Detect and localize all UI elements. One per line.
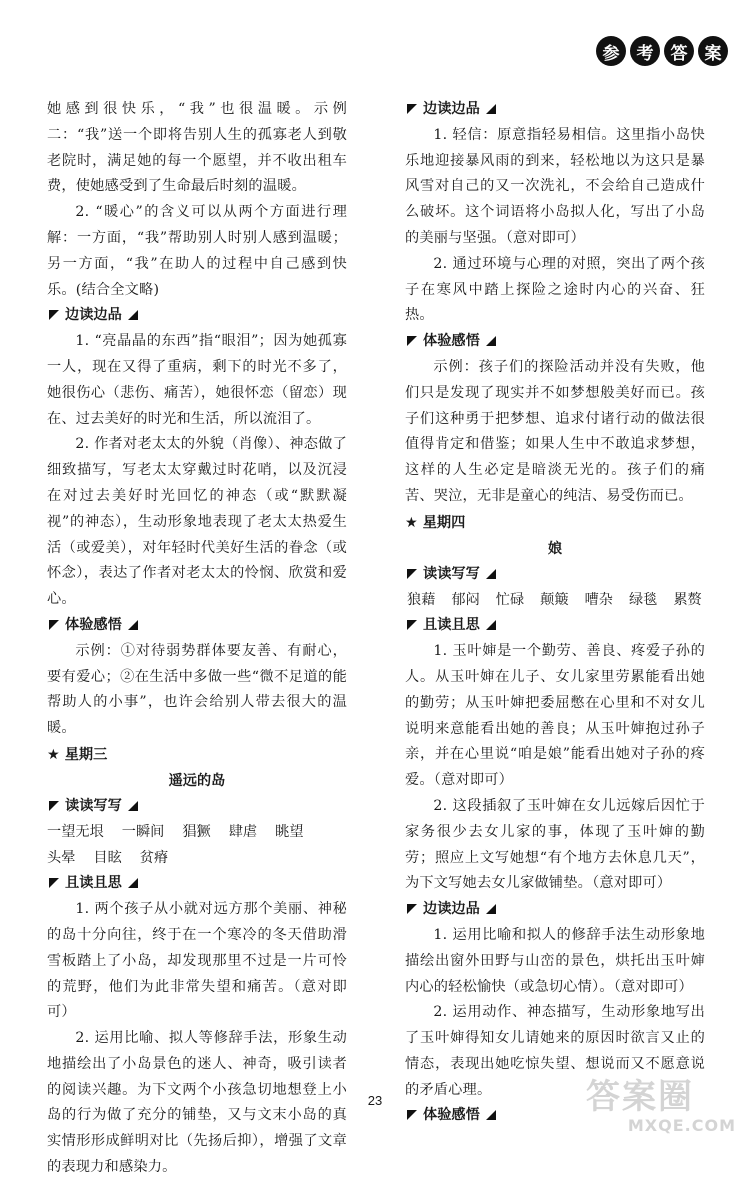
vocab-word: 颠簸 [540, 591, 569, 608]
vocab-word: 头晕 [47, 849, 76, 866]
paragraph: 1. 运用比喻和拟人的修辞手法生动形象地描绘出窗外田野与山峦的景色，烘托出玉叶婶内心的轻松愉快（或急切心情）。（意对即可） [405, 926, 705, 995]
star-icon: ★ [405, 514, 418, 531]
vocab-word: 一瞬间 [121, 823, 165, 840]
vocab-word: 肆虐 [228, 823, 258, 840]
corner-triangle-icon [128, 801, 138, 811]
corner-triangle-icon [486, 336, 496, 346]
vocab-word: 眺望 [275, 823, 304, 840]
paragraph: 示例：①对待弱势群体要友善、有耐心，要有爱心；②在生活中多做一些“微不足道的能帮助人的小事”，也许会给别人带去很大的温暖。 [47, 642, 347, 737]
page-number: 23 [367, 1093, 383, 1108]
corner-triangle-icon [407, 104, 417, 114]
paragraph: 2. 运用动作、神态描写，生动形象地写出了玉叶婶得知女儿请她来的原因时欲言又止的情态，表现出她吃惊失望、想说而又不愿意说的矛盾心理。 [405, 1004, 705, 1098]
corner-triangle-icon [407, 569, 417, 579]
vocab-word: 猖獗 [182, 823, 211, 840]
section-heading: 边读边品 [405, 897, 705, 923]
vocab-word: 一望无垠 [47, 823, 104, 840]
section-heading: 体验感悟 [405, 1103, 705, 1129]
left-column [47, 97, 347, 1181]
corner-triangle-icon [486, 1110, 496, 1120]
badge-char: 答 [664, 36, 694, 66]
paragraph: 2. “暖心”的含义可以从两个方面进行理解：一方面，“我”帮助别人时别人感到温暖；另一方面，“我”在助人的过程中自己感到快乐。(结合全文略) [47, 204, 347, 298]
day-heading: ★ 星期三 [47, 746, 108, 763]
paragraph: 1. 玉叶婶是一个勤劳、善良、疼爱子孙的人。从玉叶婶在儿子、女儿家里劳累能看出她的勤劳；从玉叶婶把委屈憋在心里和不对女儿说明来意能看出她的善良；从玉叶婶抱过孙子亲，并在心里说“咱是娘”能看出她对子孙的疼爱。（意对即可） [405, 643, 705, 789]
vocab-word: 忙碌 [495, 591, 525, 608]
paragraph: 2. 这段插叙了玉叶婶在女儿远嫁后因忙于家务很少去女儿家的事，体现了玉叶婶的勤劳；照应上文写她想“有个地方去休息几天”，为下文写她去女儿家做铺垫。（意对即可） [405, 797, 705, 892]
corner-triangle-icon [128, 620, 138, 630]
corner-triangle-icon [128, 310, 138, 320]
paragraph: 2. 运用比喻、拟人等修辞手法，形象生动地描绘出了小岛景色的迷人、神奇，吸引读者的阅读兴趣。为下文两个小孩急切地想登上小岛的行为做了充分的铺垫，又与文末小岛的真实情形形成鲜明对比（先扬后抑），增强了文章的表现力和感染力。 [47, 1030, 347, 1176]
vocab-word: 狼藉 [407, 591, 436, 608]
paragraph: 1. 两个孩子从小就对远方那个美丽、神秘的岛十分向往，终于在一个寒冷的冬天借助滑雪板踏上了小岛，却发现那里不过是一片可怜的荒野，他们为此非常失望和痛苦。（意对即可） [47, 901, 347, 1021]
corner-triangle-icon [49, 310, 59, 320]
corner-triangle-icon [486, 620, 496, 630]
watermark-url: MXQE.COM [627, 1116, 736, 1135]
section-heading: 且读且思 [405, 613, 705, 639]
watermark-text: 答案圈 [586, 1077, 694, 1117]
day-heading: ★ 星期四 [405, 514, 466, 531]
corner-triangle-icon [486, 569, 496, 579]
section-heading: 读读写写 [405, 562, 705, 588]
right-column [405, 97, 705, 1129]
section-heading: 体验感悟 [47, 613, 347, 639]
corner-triangle-icon [407, 336, 417, 346]
vocab-word: 嘈杂 [584, 591, 613, 608]
watermark-logo [586, 1078, 736, 1142]
vocab-word: 目眩 [93, 849, 122, 866]
section-heading: 边读边品 [47, 303, 347, 329]
vocab-word: 贫瘠 [139, 849, 169, 866]
badge-char: 考 [630, 36, 660, 66]
corner-triangle-icon [49, 620, 59, 630]
paragraph: 2. 作者对老太太的外貌（肖像）、神态做了细致描写，写老太太穿戴过时花哨，以及沉浸在对过去美好时光回忆的神态（或“默默凝视”的神态），生动形象地表现了老太太热爱生活（或爱美），对年轻时代美好生活的眷念（或怀念），表达了作者对老太太的怜悯、欣赏和爱心。 [47, 436, 347, 608]
vocab-word: 累赘 [673, 591, 702, 608]
corner-triangle-icon [407, 1110, 417, 1120]
answer-key-badge [596, 36, 728, 66]
article-title: 娘 [547, 540, 563, 557]
corner-triangle-icon [407, 904, 417, 914]
article-title: 遥远的岛 [168, 772, 226, 789]
paragraph: 1. 轻信：原意指轻易相信。这里指小岛快乐地迎接暴风雨的到来，轻松地以为这只是暴风雪对自己的又一次洗礼，不会给自己造成什么破坏。这个词语将小岛拟人化，写出了小岛的美丽与坚强。（意对即可） [405, 126, 705, 246]
section-heading: 体验感悟 [405, 329, 705, 355]
badge-char: 案 [698, 36, 728, 66]
paragraph: 示例：孩子们的探险活动并没有失败，他们只是发现了现实并不如梦想般美好而已。孩子们这种勇于把梦想、追求付诸行动的做法很值得肯定和借鉴；如果人生中不敢追求梦想，这样的人生必定是暗淡无光的。孩子们的痛苦、哭泣，无非是童心的纯洁、易受伤而已。 [405, 358, 705, 504]
vocabulary-list [405, 588, 705, 614]
badge-char: 参 [596, 36, 626, 66]
section-heading: 边读边品 [405, 97, 705, 123]
corner-triangle-icon [486, 904, 496, 914]
paragraph: 1. “亮晶晶的东西”指“眼泪”；因为她孤寡一人，现在又得了重病，剩下的时光不多了，她很伤心（悲伤、痛苦），她很怀恋（留恋）现在、过去美好的时光和生活，所以流泪了。 [47, 333, 347, 427]
vocabulary-list [47, 820, 347, 872]
corner-triangle-icon [49, 801, 59, 811]
paragraph: 2. 通过环境与心理的对照，突出了两个孩子在寒风中踏上探险之途时内心的兴奋、狂热。 [405, 255, 705, 324]
star-icon: ★ [47, 746, 60, 763]
section-heading: 且读且思 [47, 871, 347, 897]
vocab-word: 绿毯 [628, 591, 658, 608]
corner-triangle-icon [486, 104, 496, 114]
corner-triangle-icon [407, 620, 417, 630]
vocab-word: 郁闷 [451, 591, 480, 608]
corner-triangle-icon [49, 878, 59, 888]
corner-triangle-icon [128, 878, 138, 888]
paragraph: 她感到很快乐，“我”也很温暖。示例二：“我”送一个即将告别人生的孤寡老人到敬老院时，满足她的每一个愿望，并不收出租车费，使她感受到了生命最后时刻的温暖。 [47, 101, 347, 195]
section-heading: 读读写写 [47, 794, 347, 820]
